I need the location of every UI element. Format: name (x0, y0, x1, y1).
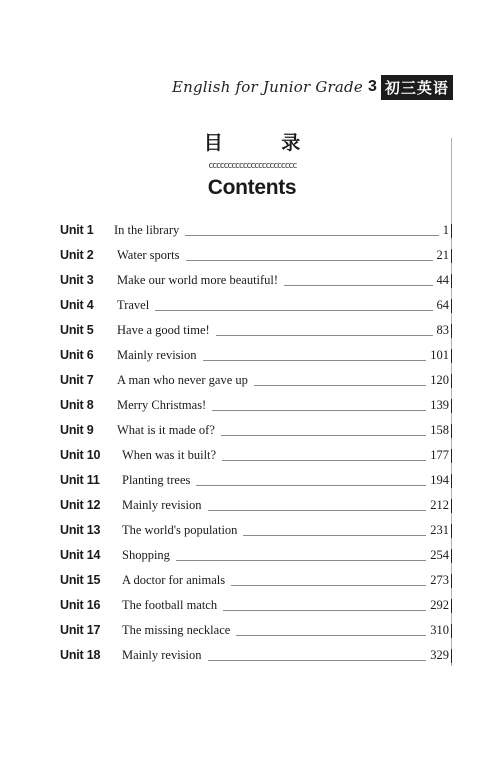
leader-line (186, 260, 433, 261)
page-number: 292 (430, 598, 449, 612)
leader-line (176, 560, 426, 561)
margin-tick (451, 474, 452, 488)
grade-number: 3 (367, 78, 377, 95)
page-number: 212 (430, 498, 449, 512)
toc-row (0, 545, 504, 565)
toc-row (0, 395, 504, 415)
leader-line (208, 660, 426, 661)
page-number: 139 (430, 398, 449, 412)
unit-title: When was it built? (122, 448, 217, 462)
margin-tick (451, 349, 452, 363)
page-number: 21 (436, 248, 449, 262)
margin-tick (451, 249, 452, 263)
unit-label: Unit 8 (60, 398, 94, 412)
page-number: 231 (430, 523, 449, 537)
margin-tick (451, 374, 452, 388)
margin-tick (451, 649, 452, 663)
contents-title-chinese: 目 录 (203, 132, 327, 154)
page-number: 101 (430, 348, 449, 362)
page-number: 120 (430, 373, 449, 387)
leader-line (231, 585, 426, 586)
leader-line (284, 285, 433, 286)
unit-label: Unit 6 (60, 348, 94, 362)
unit-title: Travel (117, 298, 150, 312)
contents-title-english: Contents (207, 176, 297, 199)
leader-line (155, 310, 433, 311)
unit-title: Mainly revision (117, 348, 197, 362)
unit-title: The football match (122, 598, 218, 612)
toc-row (0, 220, 504, 240)
toc-row (0, 345, 504, 365)
margin-tick (451, 624, 452, 638)
toc-row (0, 570, 504, 590)
leader-line (236, 635, 426, 636)
page-number: 44 (436, 273, 449, 287)
unit-title: What is it made of? (117, 423, 215, 437)
unit-label: Unit 13 (60, 523, 101, 537)
leader-line (223, 610, 426, 611)
unit-label: Unit 2 (60, 248, 94, 262)
leader-line (208, 510, 426, 511)
unit-title: Shopping (122, 548, 170, 562)
toc-row (0, 620, 504, 640)
leader-line (203, 360, 426, 361)
margin-tick (451, 574, 452, 588)
margin-tick (451, 324, 452, 338)
page-number: 254 (430, 548, 449, 562)
unit-label: Unit 7 (60, 373, 94, 387)
unit-title: Have a good time! (117, 323, 210, 337)
unit-title: The missing necklace (122, 623, 231, 637)
unit-label: Unit 11 (60, 473, 100, 487)
unit-title: Planting trees (122, 473, 191, 487)
leader-line (196, 485, 426, 486)
toc-row (0, 470, 504, 490)
unit-title: A man who never gave up (117, 373, 248, 387)
leader-line (243, 535, 426, 536)
page-number: 158 (430, 423, 449, 437)
toc-row (0, 320, 504, 340)
margin-tick (451, 449, 452, 463)
margin-tick (451, 524, 452, 538)
unit-label: Unit 3 (60, 273, 94, 287)
unit-label: Unit 18 (60, 648, 101, 662)
toc-row (0, 445, 504, 465)
margin-tick (451, 274, 452, 288)
leader-line (221, 435, 426, 436)
page-number: 1 (442, 223, 449, 237)
page-number: 177 (430, 448, 449, 462)
page-number: 329 (430, 648, 449, 662)
margin-tick (451, 424, 452, 438)
toc-row (0, 370, 504, 390)
leader-line (222, 460, 426, 461)
toc-row (0, 520, 504, 540)
leader-line (185, 235, 439, 236)
unit-label: Unit 16 (60, 598, 101, 612)
unit-label: Unit 12 (60, 498, 101, 512)
page-number: 310 (430, 623, 449, 637)
margin-tick (451, 599, 452, 613)
unit-label: Unit 15 (60, 573, 101, 587)
margin-tick (451, 224, 452, 238)
page-number: 83 (436, 323, 449, 337)
unit-title: Water sports (117, 248, 180, 262)
unit-label: Unit 5 (60, 323, 94, 337)
unit-title: Mainly revision (122, 498, 202, 512)
margin-tick (451, 399, 452, 413)
unit-label: Unit 1 (60, 223, 94, 237)
running-header (172, 74, 453, 100)
unit-title: Merry Christmas! (117, 398, 207, 412)
series-title: English for Junior Grade (172, 78, 363, 96)
unit-title: In the library (114, 223, 180, 237)
toc-row (0, 420, 504, 440)
unit-title: The world's population (122, 523, 238, 537)
margin-tick (451, 299, 452, 313)
unit-label: Unit 17 (60, 623, 101, 637)
unit-label: Unit 9 (60, 423, 94, 437)
unit-title: Mainly revision (122, 648, 202, 662)
leader-line (212, 410, 426, 411)
unit-label: Unit 4 (60, 298, 94, 312)
unit-title: A doctor for animals (122, 573, 226, 587)
margin-tick (451, 549, 452, 563)
toc-row (0, 295, 504, 315)
page-number: 273 (430, 573, 449, 587)
toc-row (0, 645, 504, 665)
wave-ornament: ccccccccccccccccccccccc (208, 161, 296, 171)
unit-label: Unit 10 (60, 448, 101, 462)
leader-line (254, 385, 426, 386)
toc-row (0, 595, 504, 615)
unit-title: Make our world more beautiful! (117, 273, 279, 287)
page-number: 64 (436, 298, 449, 312)
toc-row (0, 245, 504, 265)
grade-badge: 初三英语 (381, 75, 453, 100)
leader-line (216, 335, 433, 336)
margin-tick (451, 499, 452, 513)
toc-row (0, 495, 504, 515)
unit-label: Unit 14 (60, 548, 101, 562)
page-number: 194 (430, 473, 449, 487)
toc-row (0, 270, 504, 290)
